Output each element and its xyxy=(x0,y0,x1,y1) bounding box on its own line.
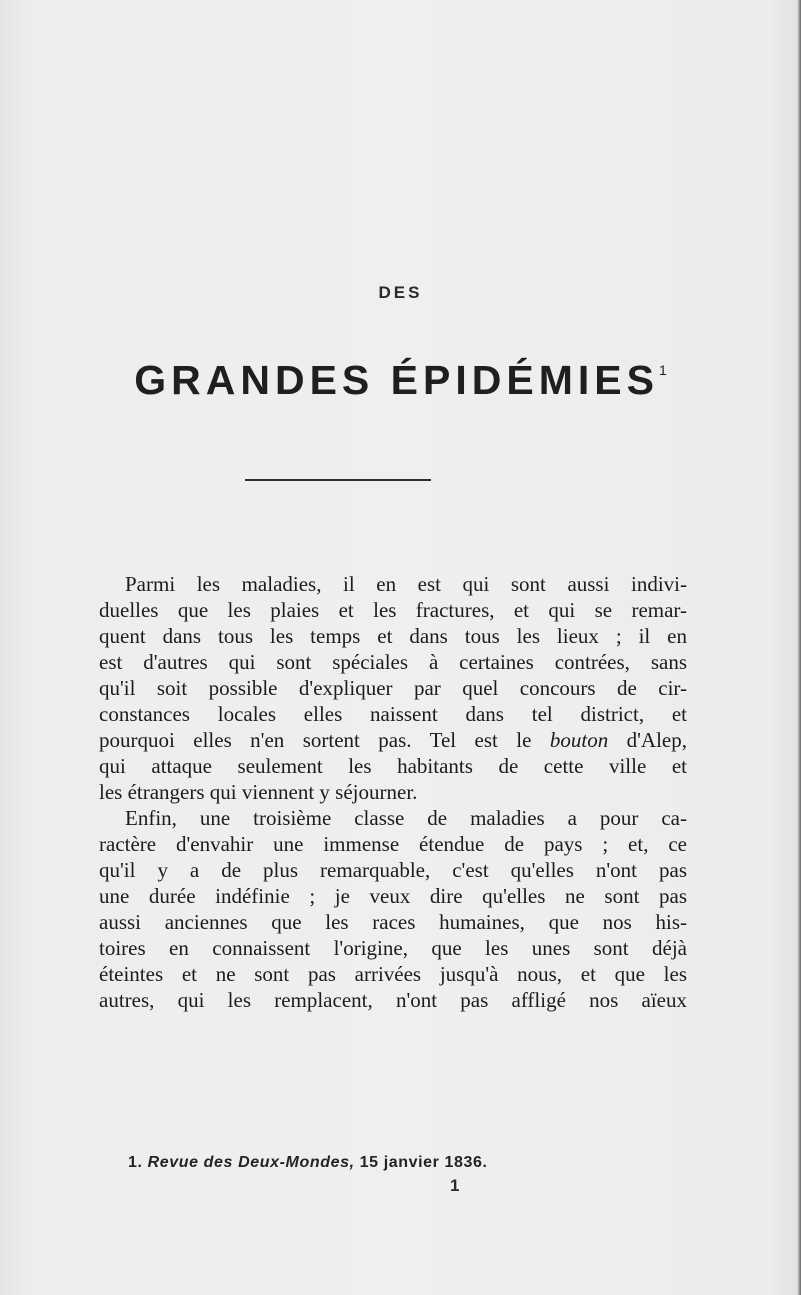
text-line: éteintes et ne sont pas arrivées jusqu'à nous, et que les xyxy=(99,962,687,986)
title-divider xyxy=(245,479,431,481)
footnote xyxy=(128,1154,488,1172)
footnote-date: 15 janvier 1836. xyxy=(359,1154,488,1171)
text-line-with-emphasis xyxy=(99,727,687,753)
text-line: les étrangers qui viennent y séjourner. xyxy=(99,780,418,804)
footnote-source: Revue des Deux-Mondes, xyxy=(147,1154,355,1171)
text-line: quent dans tous les temps et dans tous les lieux ; il en xyxy=(99,624,687,648)
text-line: Parmi les maladies, il en est qui sont aussi indivi- xyxy=(125,572,687,596)
text-line: qu'il soit possible d'expliquer par quel concours de cir- xyxy=(99,676,687,700)
text-segment: d'Alep, xyxy=(608,728,688,752)
emphasis-word: bouton xyxy=(549,728,609,752)
text-line: autres, qui les remplacent, n'ont pas affligé nos aïeux xyxy=(99,988,687,1012)
body-text xyxy=(99,571,687,1013)
text-line: constances locales elles naissent dans tel district, et xyxy=(99,702,687,726)
page-number: 1 xyxy=(450,1176,460,1195)
pre-title: DES xyxy=(378,283,423,302)
text-line: ractère d'envahir une immense étendue de pays ; et, ce xyxy=(99,832,687,856)
text-line: Enfin, une troisième classe de maladies a pour ca- xyxy=(125,806,687,830)
title-text: GRANDES ÉPIDÉMIES xyxy=(134,357,659,403)
page-edge-shadow xyxy=(797,0,801,1295)
text-segment: pourquoi elles n'en sortent pas. Tel est le xyxy=(99,728,550,752)
text-line: toires en connaissent l'origine, que les unes sont déjà xyxy=(99,936,687,960)
title-footnote-marker: 1 xyxy=(658,362,667,379)
text-line: qui attaque seulement les habitants de cette ville et xyxy=(99,754,687,778)
text-line: duelles que les plaies et les fractures, et qui se remar- xyxy=(99,598,687,622)
footnote-marker: 1. xyxy=(128,1154,143,1171)
text-line: qu'il y a de plus remarquable, c'est qu'elles n'ont pas xyxy=(99,858,687,882)
text-line: une durée indéfinie ; je veux dire qu'elles ne sont pas xyxy=(99,884,687,908)
page-title xyxy=(0,357,801,403)
text-line: est d'autres qui sont spéciales à certaines contrées, sans xyxy=(99,650,687,674)
text-line: aussi anciennes que les races humaines, que nos his- xyxy=(99,910,687,934)
